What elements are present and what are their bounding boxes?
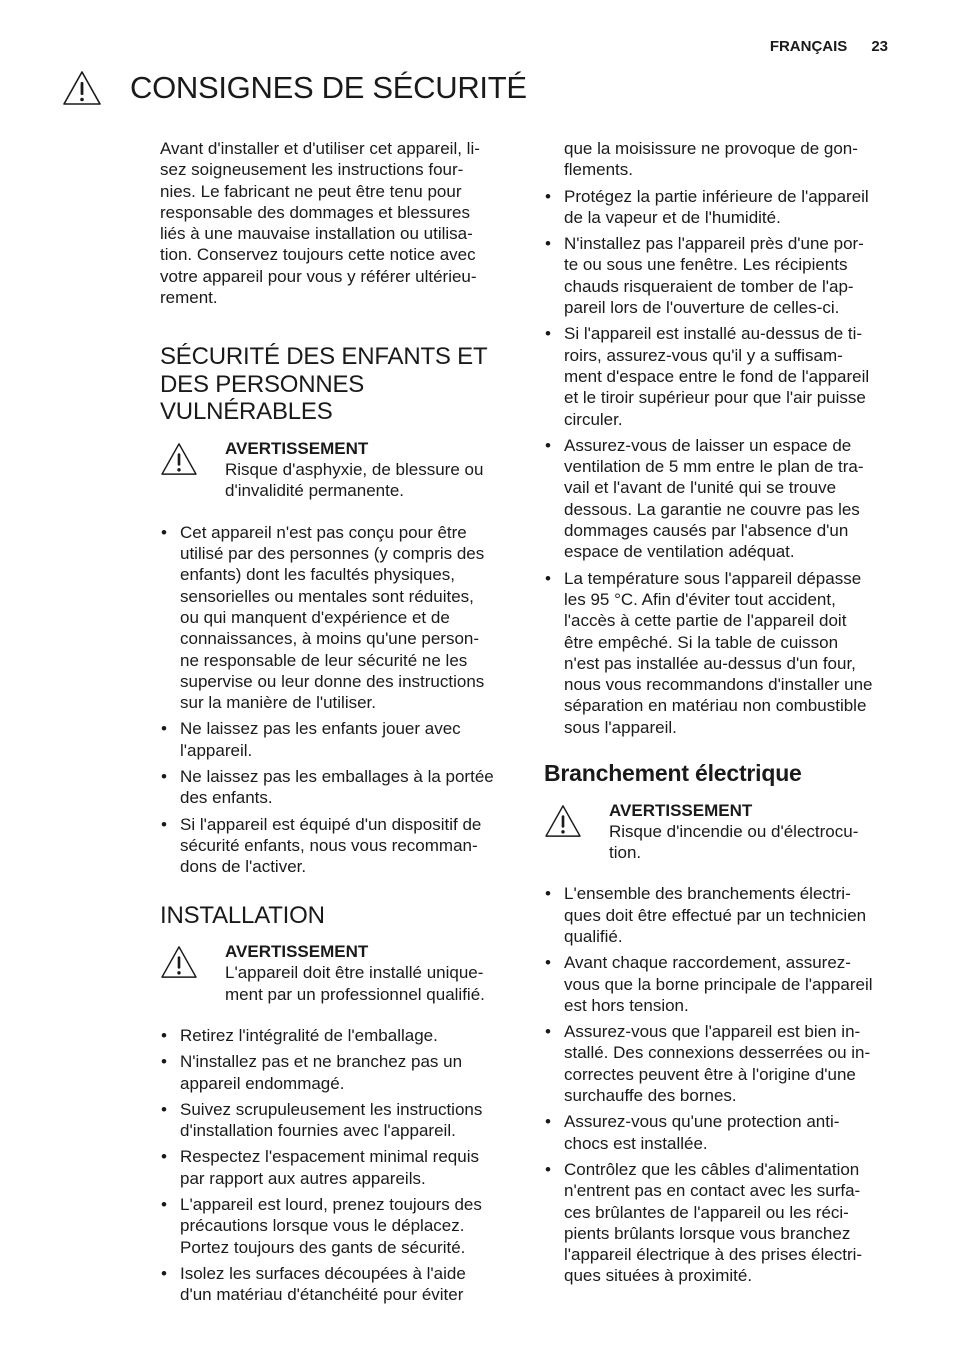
warning-title: AVERTISSEMENT — [225, 438, 369, 458]
language-label: FRANÇAIS — [769, 38, 848, 55]
installation-warning — [160, 941, 516, 1005]
list-item: • Suivez scrupuleusement les instructions d'installation fournies avec l'appareil. — [160, 1099, 516, 1142]
warning-triangle-icon — [544, 804, 582, 838]
right-column — [544, 138, 900, 1292]
children-list — [160, 522, 516, 878]
warning-title: AVERTISSEMENT — [609, 800, 753, 820]
list-item: • Assurez-vous que l'appareil est bien in- stallé. Des connexions desserrées ou in- correctes peuvent être à l'origine d'une surchauffe des bornes. — [544, 1021, 900, 1106]
list-item: • Avant chaque raccordement, assurez- vous que la borne principale de l'appareil est hors tension. — [544, 952, 900, 1016]
list-item: • Si l'appareil est équipé d'un dispositif de sécurité enfants, nous vous recomman- dons de l'activer. — [160, 814, 516, 878]
installation-list — [160, 1025, 516, 1306]
list-item: • Cet appareil n'est pas conçu pour être utilisé par des personnes (y compris des enfants) dont les facultés physiques, sensorielles ou mentales sont réduites, ou qui manquent d'expérience et de connaissances, à moins qu'une person- ne responsable de leur sécurité ne les supervise ou leur donne des instructions sur la manière de l'utiliser. — [160, 522, 516, 714]
intro-paragraph: Avant d'installer et d'utiliser cet appareil, li- sez soigneusement les instructions four- nies. Le fabricant ne peut être tenu pour responsable des dommages et blessures liés à une mauvaise installation ou utilisa- tion. Conservez toujours cette notice avec votre appareil pour vous y référer ultérieu- rement. — [160, 139, 480, 308]
list-item: • Respectez l'espacement minimal requis par rapport aux autres appareils. — [160, 1146, 516, 1189]
electrical-list — [544, 883, 900, 1286]
installation-section-title: INSTALLATION — [160, 901, 325, 929]
list-item: • Retirez l'intégralité de l'emballage. — [160, 1025, 516, 1046]
list-item: • L'ensemble des branchements électri- ques doit être effectué par un technicien qualifié. — [544, 883, 900, 947]
warning-text: Risque d'asphyxie, de blessure ou d'invalidité permanente. — [225, 460, 484, 501]
list-item-continuation: que la moisissure ne provoque de gon- flements. — [564, 139, 858, 180]
children-warning — [160, 438, 516, 502]
list-item: • Ne laissez pas les emballages à la portée des enfants. — [160, 766, 516, 809]
list-item: • Si l'appareil est installé au-dessus de ti- roirs, assurez-vous qu'il y a suffisam- ment d'espace entre le fond de l'appareil et le tiroir supérieur pour que l'air puisse circuler. — [544, 323, 900, 429]
list-item: • N'installez pas et ne branchez pas un appareil endommagé. — [160, 1051, 516, 1094]
left-column — [160, 138, 516, 1310]
list-item: • La température sous l'appareil dépasse les 95 °C. Afin d'éviter tout accident, l'accès à cette partie de l'appareil doit être empêché. Si la table de cuisson n'est pas installée au-dessus d'un four, nous vous recommandons d'installer une séparation en matériau non combustible sous l'appareil. — [544, 568, 900, 738]
list-item: • Contrôlez que les câbles d'alimentation n'entrent pas en contact avec les surfa- ces brûlantes de l'appareil ou les réci- pients brûlants lorsque vous branchez l'appareil électrique à des prises électri- ques situées à proximité. — [544, 1159, 900, 1287]
warning-triangle-icon — [160, 442, 198, 476]
electrical-section-title: Branchement électrique — [544, 760, 802, 787]
warning-text: Risque d'incendie ou d'électrocu- tion. — [609, 821, 859, 863]
electrical-warning — [544, 800, 900, 864]
warning-text: L'appareil doit être installé unique- ment par un professionnel qualifié. — [225, 963, 485, 1004]
installation-list-continued — [544, 186, 900, 738]
warning-triangle-icon — [160, 945, 198, 979]
list-item: • Assurez-vous qu'une protection anti- chocs est installée. — [544, 1111, 900, 1154]
list-item: • N'installez pas l'appareil près d'une por- te ou sous une fenêtre. Les récipients chauds risqueraient de tomber de l'ap- pareil lors de l'ouverture de celles-ci. — [544, 233, 900, 318]
warning-title: AVERTISSEMENT — [225, 942, 369, 962]
page-header — [770, 38, 888, 55]
page-title: CONSIGNES DE SÉCURITÉ — [130, 70, 527, 105]
main-title-block — [62, 70, 527, 106]
warning-triangle-icon — [62, 70, 102, 106]
page-number: 23 — [871, 38, 888, 55]
list-item: • L'appareil est lourd, prenez toujours des précautions lorsque vous le déplacez. Portez toujours des gants de sécurité. — [160, 1194, 516, 1258]
list-item: • Isolez les surfaces découpées à l'aide d'un matériau d'étanchéité pour éviter — [160, 1263, 516, 1306]
list-item: • Protégez la partie inférieure de l'appareil de la vapeur et de l'humidité. — [544, 186, 900, 229]
children-section-title: SÉCURITÉ DES ENFANTS ET DES PERSONNES VULNÉRABLES — [160, 343, 488, 426]
list-item: • Ne laissez pas les enfants jouer avec l'appareil. — [160, 718, 516, 761]
list-item: • Assurez-vous de laisser un espace de ventilation de 5 mm entre le plan de tra- vail et l'avant de l'unité qui se trouve dessous. La garantie ne couvre pas les dommages causés par l'absence d'un espace de ventilation adéquat. — [544, 435, 900, 563]
